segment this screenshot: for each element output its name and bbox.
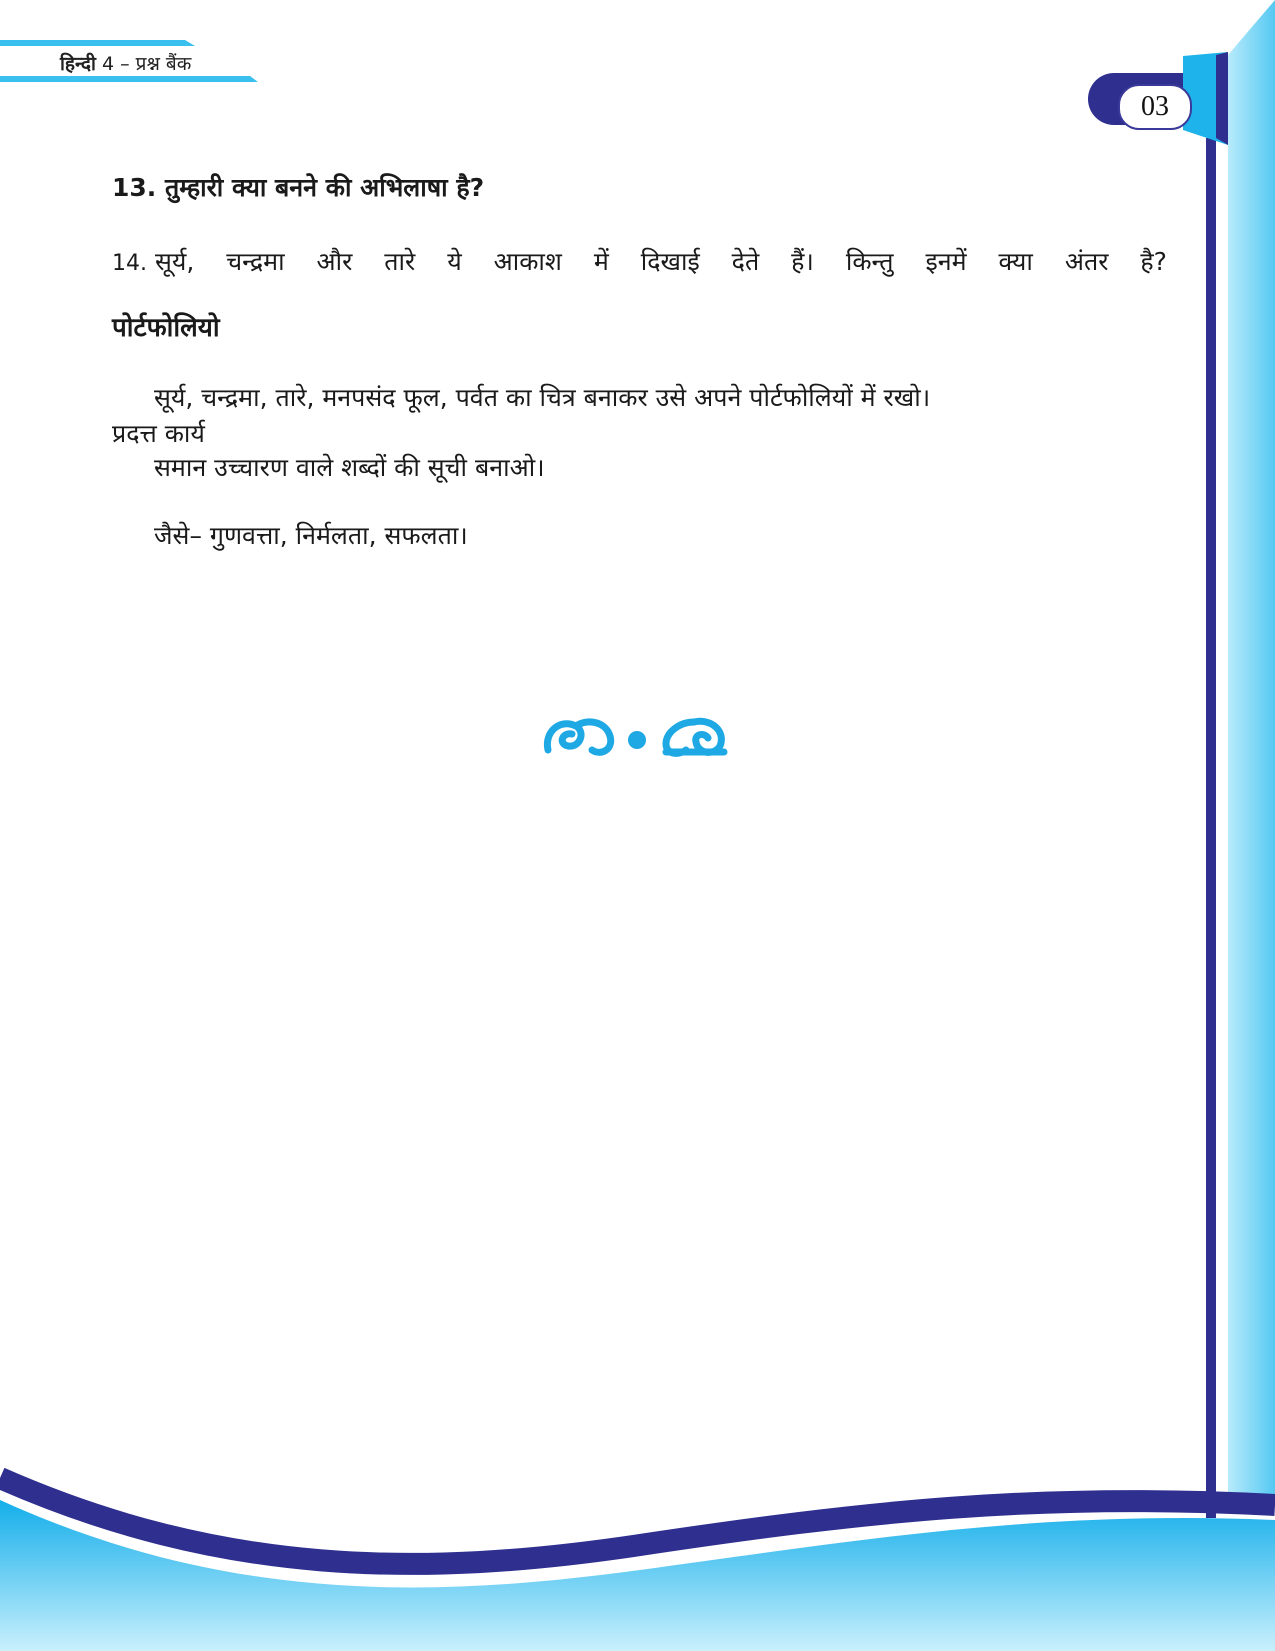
question-14-word: तारे xyxy=(384,247,416,276)
question-14-word: अंतर xyxy=(1064,247,1109,276)
header-grade: 4 xyxy=(101,53,115,75)
portfolio-instruction: सूर्य, चन्द्रमा, तारे, मनपसंद फूल, पर्वत का चित्र बनाकर उसे अपने पोर्टफोलियों में रखो। xyxy=(154,383,931,412)
right-side-panel xyxy=(1228,0,1275,1500)
question-14-word: इनमें xyxy=(925,247,967,276)
book-header xyxy=(60,50,191,76)
right-vertical-bar xyxy=(1206,138,1216,1518)
header-book-title: प्रश्न बैंक xyxy=(135,53,192,75)
question-13-text: तुम्हारी क्या बनने की अभिलाषा है? xyxy=(165,173,485,202)
assignment-example: जैसे– गुणवत्ता, निर्मलता, सफलता। xyxy=(154,521,468,550)
question-14-word: क्या xyxy=(998,247,1033,276)
question-14-word: चन्द्रमा xyxy=(226,247,285,276)
question-14-number: 14. xyxy=(112,251,147,276)
assignment-label: प्रदत्त कार्य xyxy=(112,419,205,448)
bottom-wave xyxy=(0,1500,1275,1651)
question-13 xyxy=(112,170,484,204)
end-of-section-flourish-icon xyxy=(540,712,730,760)
question-14-word: ये xyxy=(447,247,462,276)
question-14-word: में xyxy=(593,247,609,276)
question-14-word: हैं। xyxy=(791,247,814,276)
question-14-word: आकाश xyxy=(493,247,562,276)
question-14-word: दिखाई xyxy=(640,247,700,276)
header-subject: हिन्दी xyxy=(60,53,96,75)
question-13-number: 13. xyxy=(112,173,157,202)
assignment-text: समान उच्चारण वाले शब्दों की सूची बनाओ। xyxy=(154,453,545,482)
header-separator: – xyxy=(120,53,130,75)
question-14-word: है? xyxy=(1140,247,1167,276)
question-14-word: और xyxy=(316,247,353,276)
page-number: 03 xyxy=(1118,84,1192,130)
portfolio-heading: पोर्टफोलियो xyxy=(112,313,220,343)
question-14-word: किन्तु xyxy=(845,247,894,276)
question-14 xyxy=(112,244,1167,278)
question-14-number-and-first-word xyxy=(112,244,194,278)
question-14-word: सूर्य, xyxy=(154,247,195,276)
question-14-word: देते xyxy=(731,247,760,276)
